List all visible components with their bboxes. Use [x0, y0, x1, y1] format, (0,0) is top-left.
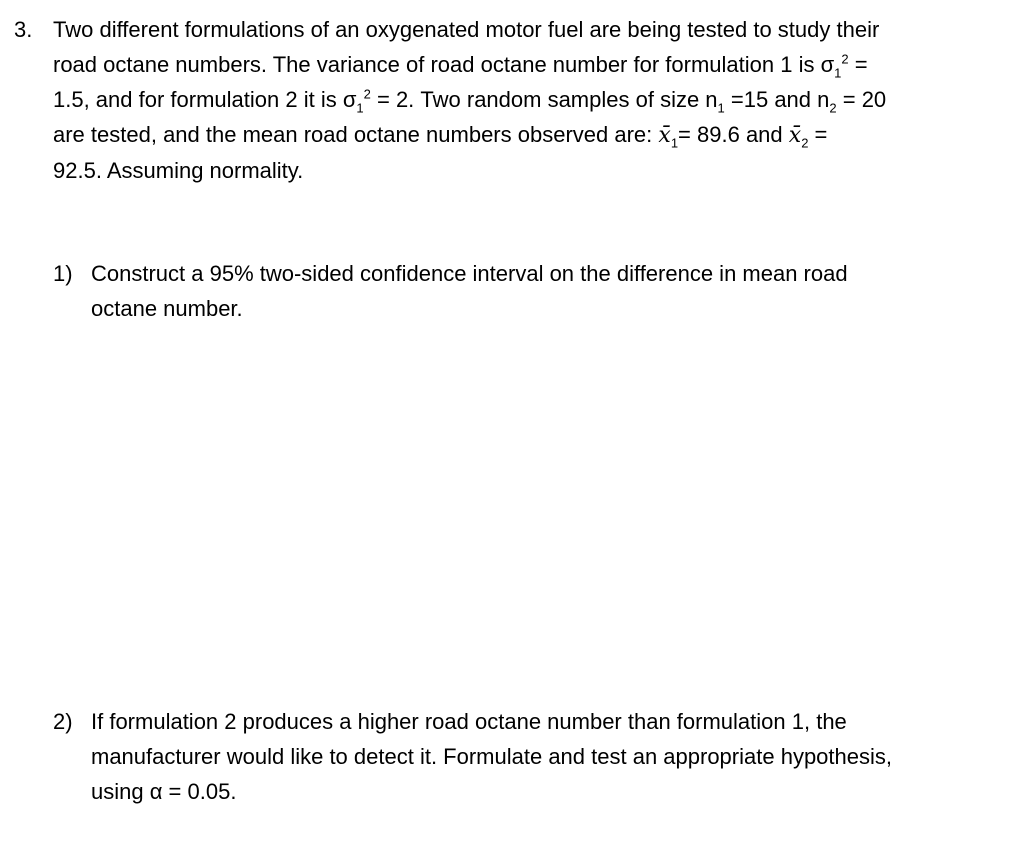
n1-subscript: 1: [717, 100, 725, 116]
problem-line-1: Two different formulations of an oxygenated motor fuel are being tested to study their: [53, 17, 880, 42]
subquestion-2: [53, 704, 1003, 809]
problem-line-3: [53, 82, 1004, 117]
line4-text-c: =: [808, 122, 828, 147]
n2-subscript: 2: [829, 100, 837, 116]
subquestion-text: [91, 256, 1003, 326]
problem-line-2: [53, 47, 1004, 82]
sigma-subscript: 1: [356, 100, 364, 116]
line3-text-a: 1.5, and for formulation 2 it is σ: [53, 87, 357, 112]
subquestion-text: [91, 704, 1003, 809]
line3-text-c: =15 and n: [724, 87, 830, 112]
subquestion-line-3: using α = 0.05.: [91, 779, 237, 804]
subquestion-number: 1): [53, 261, 73, 286]
xbar2-symbol: x̄: [788, 123, 802, 148]
subquestion-line-1: If formulation 2 produces a higher road octane number than formulation 1, the: [91, 709, 847, 734]
subquestion-line-2: octane number.: [91, 296, 243, 321]
line2-text-b: =: [848, 52, 868, 77]
line4-text-b: = 89.6 and: [678, 122, 789, 147]
line4-text-a: are tested, and the mean road octane numbers observed are:: [53, 122, 659, 147]
sigma-superscript: 2: [841, 51, 849, 67]
sigma-superscript: 2: [363, 86, 371, 102]
line2-text-a: road octane numbers. The variance of road octane number for formulation 1 is σ: [53, 52, 835, 77]
xbar1-subscript: 1: [670, 135, 679, 151]
problem-number: 3.: [14, 17, 33, 42]
problem-3: [14, 12, 1004, 188]
line3-text-b: = 2. Two random samples of size n: [370, 87, 718, 112]
subquestion-line-2: manufacturer would like to detect it. Formulate and test an appropriate hypothesis,: [91, 744, 892, 769]
problem-line-4: [53, 117, 1004, 153]
subquestion-1: [53, 256, 1003, 326]
problem-line-5: 92.5. Assuming normality.: [53, 158, 304, 183]
subquestion-line-1: Construct a 95% two-sided confidence interval on the difference in mean road: [91, 261, 848, 286]
subquestion-number: 2): [53, 709, 73, 734]
problem-statement: [53, 12, 1004, 188]
xbar2-subscript: 2: [801, 135, 809, 151]
xbar1-symbol: x̄: [658, 123, 671, 148]
sigma-subscript: 1: [834, 65, 842, 81]
line3-text-d: = 20: [836, 87, 887, 112]
